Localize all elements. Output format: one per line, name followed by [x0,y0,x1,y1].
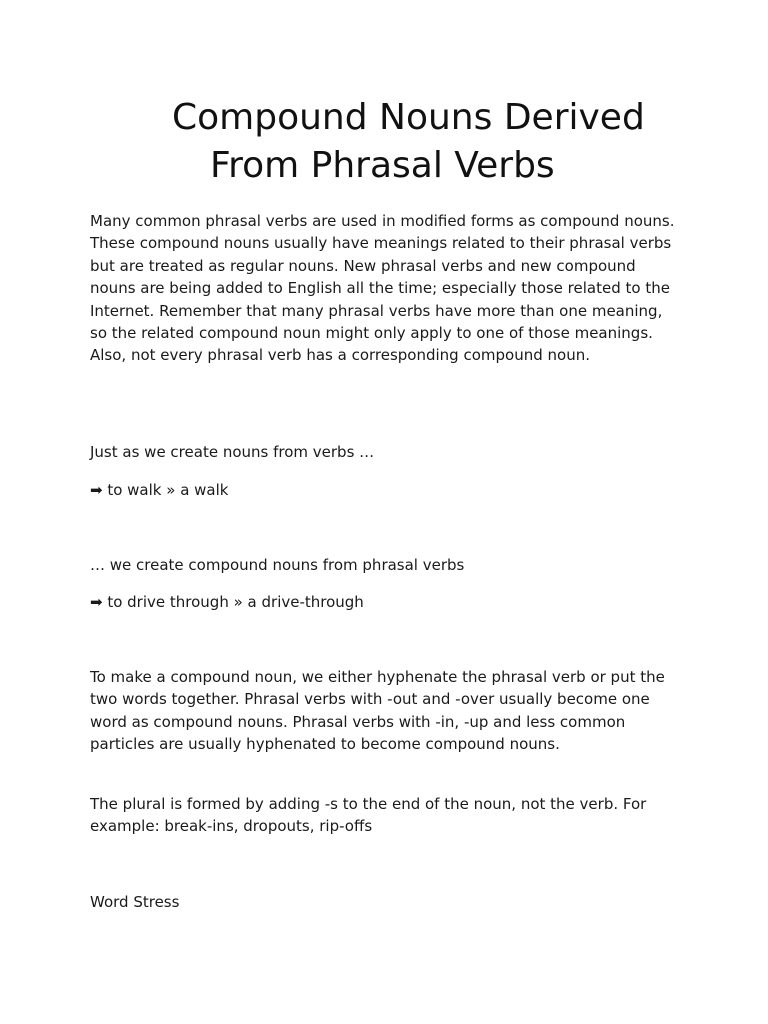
page-title-line-1: Compound Nouns Derived [172,97,645,138]
verbs-example-text: ➡ to walk » a walk [90,481,229,499]
page-title-line-2: From Phrasal Verbs [210,145,555,186]
intro-paragraph: Many common phrasal verbs are used in modified forms as compound nouns. These compound nouns usually have meanings related to their phrasal verbs but are treated as regular nouns. New phrasal verbs and new compound nouns are being added to English all the time; especially those related to the Internet. Remember that many phrasal verbs have more than one meaning, so the related compound noun might only apply to one of those meanings. Also, not every phrasal verb has a corresponding compound noun. [90,212,675,365]
plural-paragraph: The plural is formed by adding -s to the end of the noun, not the verb. For example: break-ins, dropouts, rip-offs [90,795,647,836]
phrasal-intro-text: … we create compound nouns from phrasal verbs [90,556,465,574]
section-heading-word-stress: Word Stress [90,893,180,911]
formation-paragraph: To make a compound noun, we either hyphenate the phrasal verb or put the two words together. Phrasal verbs with -out and -over usually become one word as compound nouns. Phrasal verbs with -in, -up and less common particles are usually hyphenated to become compound nouns. [90,668,665,754]
page-title [90,94,730,190]
verbs-intro-text: Just as we create nouns from verbs … [90,443,375,461]
phrasal-example-text: ➡ to drive through » a drive-through [90,593,364,611]
